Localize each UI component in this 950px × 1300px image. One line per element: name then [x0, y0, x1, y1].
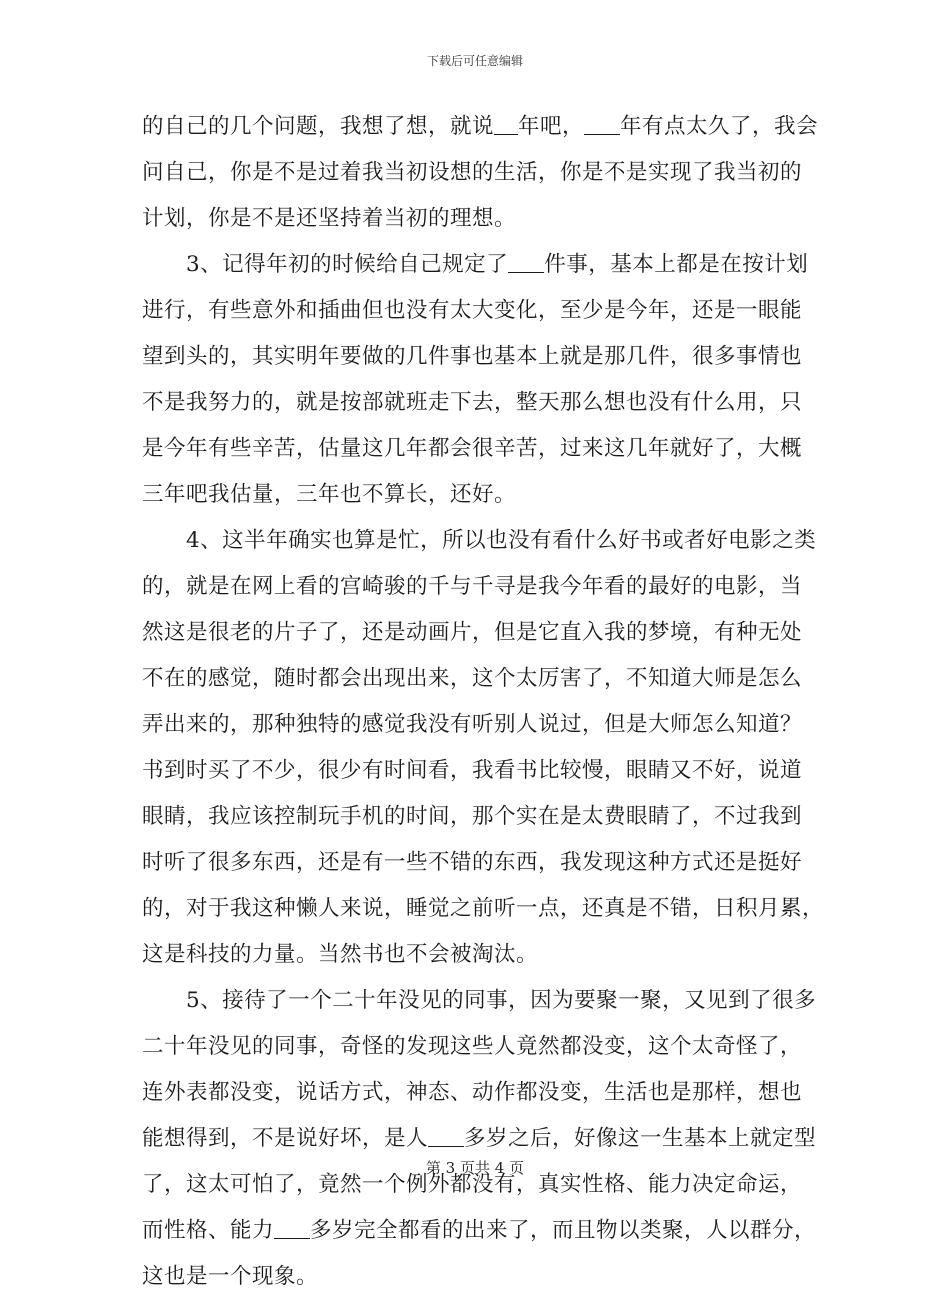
text-line: 不是我努力的，就是按部就班走下去，整天那么想也没有什么用，只 [142, 390, 803, 415]
page-number: 第 3 页共 4 页 [425, 1159, 525, 1177]
text-segment: 的自己的几个问题，我想了想，就说 [142, 114, 495, 139]
text-line: 是今年有些辛苦，估量这几年都会很辛苦，过来这几年就好了，大概 [142, 436, 803, 461]
text-segment: 3、记得年初的时候给自己规定了 [186, 252, 509, 277]
text-line: 望到头的，其实明年要做的几件事也基本上就是那几件，很多事情也 [142, 344, 803, 369]
document-body [142, 104, 825, 1300]
paragraph-start-4: 4、这半年确实也算是忙，所以也没有看什么好书或者好电影之类 [186, 528, 817, 553]
text-line: 不在的感觉，随时都会出现出来，这个太厉害了，不知道大师是怎么 [142, 666, 803, 691]
page-header: 下载后可任意编辑 [426, 54, 523, 68]
fill-blank [494, 114, 518, 135]
text-line [142, 1208, 817, 1254]
text-line: 了，这太可怕了，竟然一个例外都没有，真实性格、能力决定命运， [142, 1172, 803, 1197]
text-line: 书到时买了不少，很少有时间看，我看书比较慢，眼睛又不好，说道 [142, 758, 803, 783]
text-line: 二十年没见的同事，奇怪的发现这些人竟然都没变，这个太奇怪了， [142, 1034, 803, 1059]
text-line: 这是科技的力量。当然书也不会被淘汰。 [142, 942, 539, 967]
text-line: 计划，你是不是还坚持着当初的理想。 [142, 206, 517, 231]
paragraph-start-3 [142, 242, 810, 288]
text-line [142, 104, 819, 150]
text-segment: 而性格、能力 [142, 1218, 275, 1243]
text-segment: 能想得到，不是说好坏，是人 [142, 1126, 429, 1151]
text-line: 这也是一个现象。 [142, 1264, 319, 1289]
text-segment: 多岁之后，好像这一生基本上就定型 [464, 1126, 817, 1151]
fill-blank [508, 252, 544, 273]
fill-blank [428, 1126, 464, 1147]
text-line: 弄出来的，那种独特的感觉我没有听别人说过，但是大师怎么知道？ [142, 712, 803, 737]
text-line: 眼睛，我应该控制玩手机的时间，那个实在是太费眼睛了，不过我到 [142, 804, 803, 829]
text-line: 进行，有些意外和插曲但也没有太大变化，至少是今年，还是一眼能 [142, 298, 803, 323]
text-segment: 年有点太久了，我会 [620, 114, 819, 139]
paragraph-start-5: 5、接待了一个二十年没见的同事，因为要聚一聚，又见到了很多 [186, 988, 817, 1013]
text-line: 然这是很老的片子了，还是动画片，但是它直入我的梦境，有种无处 [142, 620, 803, 645]
text-line: 时听了很多东西，还是有一些不错的东西，我发现这种方式还是挺好 [142, 850, 803, 875]
text-line [142, 1116, 817, 1162]
text-segment: 多岁完全都看的出来了，而且物以类聚，人以群分， [310, 1218, 817, 1243]
text-line: 的，对于我这种懒人来说，睡觉之前听一点，还真是不错，日积月累， [142, 896, 825, 921]
fill-blank [274, 1218, 310, 1239]
text-line: 三年吧我估量，三年也不算长，还好。 [142, 482, 517, 507]
text-segment: 年吧， [518, 114, 585, 139]
fill-blank [584, 114, 620, 135]
text-line: 问自己，你是不是过着我当初设想的生活，你是不是实现了我当初的 [142, 160, 803, 185]
text-line: 连外表都没变，说话方式，神态、动作都没变，生活也是那样，想也 [142, 1080, 803, 1105]
text-line: 的，就是在网上看的宫崎骏的千与千寻是我今年看的最好的电影，当 [142, 574, 803, 599]
text-segment: 件事，基本上都是在按计划 [544, 252, 809, 277]
